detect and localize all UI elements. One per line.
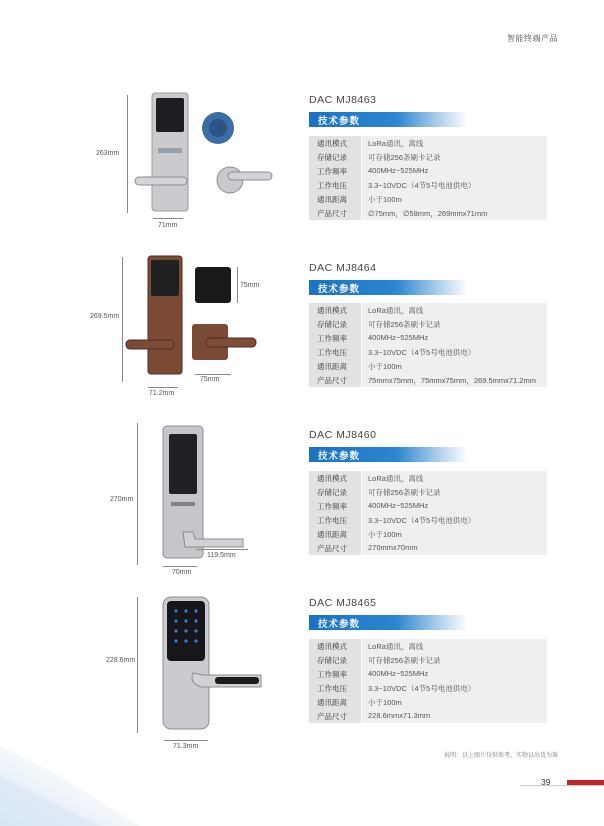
spec-section-bar	[309, 112, 468, 127]
dimension-line	[237, 267, 238, 303]
dimension-width: 71mm	[158, 222, 178, 229]
spec-value: 228.6mmx71.3mm	[368, 711, 431, 720]
product-model: DAC MJ8463	[309, 94, 377, 106]
footer-note: 说明：以上图片仅供参考，实物以出货为准	[444, 753, 559, 759]
dimension-line	[127, 95, 128, 213]
spec-row	[309, 303, 547, 317]
spec-value: 400MHz~525MHz	[368, 166, 429, 175]
spec-row	[309, 527, 547, 541]
dimension-line	[122, 257, 123, 382]
spec-section-title: 技术参数	[318, 451, 361, 462]
spec-value: 可存储256条刷卡记录	[368, 153, 441, 162]
spec-label: 通讯模式	[317, 306, 347, 315]
dimension-reader-height: 75mm	[240, 282, 260, 289]
spec-label: 通讯模式	[317, 474, 347, 483]
spec-row	[309, 695, 547, 709]
spec-value: 小于100m	[368, 362, 402, 371]
spec-value: 3.3~10VDC（4节5号电池供电）	[368, 348, 476, 357]
spec-row	[309, 331, 547, 345]
spec-value: LoRa通讯，离线	[368, 139, 424, 148]
product-model: DAC MJ8460	[309, 429, 377, 441]
spec-value: 400MHz~525MHz	[368, 669, 429, 678]
spec-label: 工作频率	[317, 670, 347, 679]
spec-row	[309, 345, 547, 359]
spec-value: ∅75mm，∅58mm，269mmx71mm	[368, 209, 488, 218]
spec-value: 75mmx75mm，75mmx75mm，269.5mmx71.2mm	[368, 376, 536, 385]
spec-section-title: 技术参数	[318, 284, 361, 295]
spec-table	[309, 136, 547, 220]
dimension-line	[137, 423, 138, 565]
spec-value: 3.3~10VDC（4节5号电池供电）	[368, 516, 476, 525]
spec-row	[309, 136, 547, 150]
spec-value: 小于100m	[368, 530, 402, 539]
spec-row	[309, 499, 547, 513]
spec-row	[309, 667, 547, 681]
spec-label: 存储记录	[317, 488, 347, 497]
spec-row	[309, 471, 547, 485]
spec-value: LoRa通讯，离线	[368, 642, 424, 651]
spec-value: 270mmx70mm	[368, 543, 418, 552]
spec-label: 产品尺寸	[317, 544, 347, 553]
page-accent-bar	[567, 780, 604, 785]
dimension-line	[163, 566, 197, 567]
spec-row	[309, 192, 547, 206]
spec-row	[309, 513, 547, 527]
spec-label: 通讯距离	[317, 698, 347, 707]
door-lock-image	[155, 595, 265, 735]
spec-section-title: 技术参数	[318, 116, 361, 127]
spec-row	[309, 681, 547, 695]
spec-table	[309, 303, 547, 387]
spec-section-bar	[309, 615, 468, 630]
product-model: DAC MJ8464	[309, 262, 377, 274]
dimension-width: 71.2mm	[149, 390, 175, 397]
spec-value: 3.3~10VDC（4节5号电池供电）	[368, 684, 476, 693]
spec-row	[309, 639, 547, 653]
dimension-line	[153, 218, 183, 219]
page-number: 39	[541, 777, 551, 787]
dimension-height: 270mm	[110, 496, 134, 503]
spec-label: 通讯距离	[317, 195, 347, 204]
dimension-line	[195, 374, 231, 375]
spec-table	[309, 471, 547, 555]
spec-section-bar	[309, 280, 468, 295]
spec-row	[309, 709, 547, 723]
dimension-line	[137, 597, 138, 733]
door-lock-image	[130, 88, 290, 228]
spec-label: 存储记录	[317, 320, 347, 329]
dimension-width: 70mm	[172, 569, 192, 576]
spec-row	[309, 206, 547, 220]
page-rule	[520, 785, 604, 786]
dimension-reader-width: 75mm	[200, 376, 220, 383]
spec-value: 可存储256条刷卡记录	[368, 488, 441, 497]
spec-label: 通讯模式	[317, 139, 347, 148]
spec-label: 产品尺寸	[317, 376, 347, 385]
spec-value: 可存储256条刷卡记录	[368, 656, 441, 665]
spec-label: 工作电压	[317, 348, 347, 357]
spec-label: 通讯距离	[317, 362, 347, 371]
door-lock-image	[120, 252, 280, 392]
spec-label: 通讯距离	[317, 530, 347, 539]
spec-label: 存储记录	[317, 153, 347, 162]
spec-row	[309, 178, 547, 192]
spec-value: 3.3~10VDC（4节5号电池供电）	[368, 181, 476, 190]
spec-label: 工作电压	[317, 684, 347, 693]
spec-section-bar	[309, 447, 468, 462]
spec-label: 工作频率	[317, 334, 347, 343]
dimension-width: 71.3mm	[173, 743, 199, 750]
corner-decoration	[0, 716, 220, 826]
spec-row	[309, 164, 547, 178]
dimension-height: 269.5mm	[90, 313, 120, 320]
spec-value: 小于100m	[368, 195, 402, 204]
dimension-line	[196, 549, 248, 550]
spec-label: 工作频率	[317, 502, 347, 511]
spec-label: 工作电压	[317, 181, 347, 190]
spec-row	[309, 653, 547, 667]
spec-value: LoRa通讯，离线	[368, 474, 424, 483]
spec-label: 产品尺寸	[317, 209, 347, 218]
spec-value: 400MHz~525MHz	[368, 501, 429, 510]
spec-value: 400MHz~525MHz	[368, 333, 429, 342]
spec-row	[309, 359, 547, 373]
product-model: DAC MJ8465	[309, 597, 377, 609]
door-lock-image	[155, 422, 255, 567]
spec-row	[309, 373, 547, 387]
spec-section-title: 技术参数	[318, 619, 361, 630]
spec-row	[309, 317, 547, 331]
spec-label: 工作电压	[317, 516, 347, 525]
spec-table	[309, 639, 547, 723]
spec-value: 可存储256条刷卡记录	[368, 320, 441, 329]
spec-label: 通讯模式	[317, 642, 347, 651]
page-header-title: 智能终端产品	[507, 34, 558, 43]
spec-row	[309, 541, 547, 555]
spec-row	[309, 150, 547, 164]
spec-value: 小于100m	[368, 698, 402, 707]
spec-label: 工作频率	[317, 167, 347, 176]
spec-label: 存储记录	[317, 656, 347, 665]
spec-label: 产品尺寸	[317, 712, 347, 721]
dimension-handle: 119.5mm	[207, 552, 236, 559]
spec-row	[309, 485, 547, 499]
dimension-line	[148, 387, 178, 388]
dimension-height: 263mm	[96, 150, 120, 157]
dimension-height: 228.6mm	[106, 657, 136, 664]
spec-value: LoRa通讯，离线	[368, 306, 424, 315]
